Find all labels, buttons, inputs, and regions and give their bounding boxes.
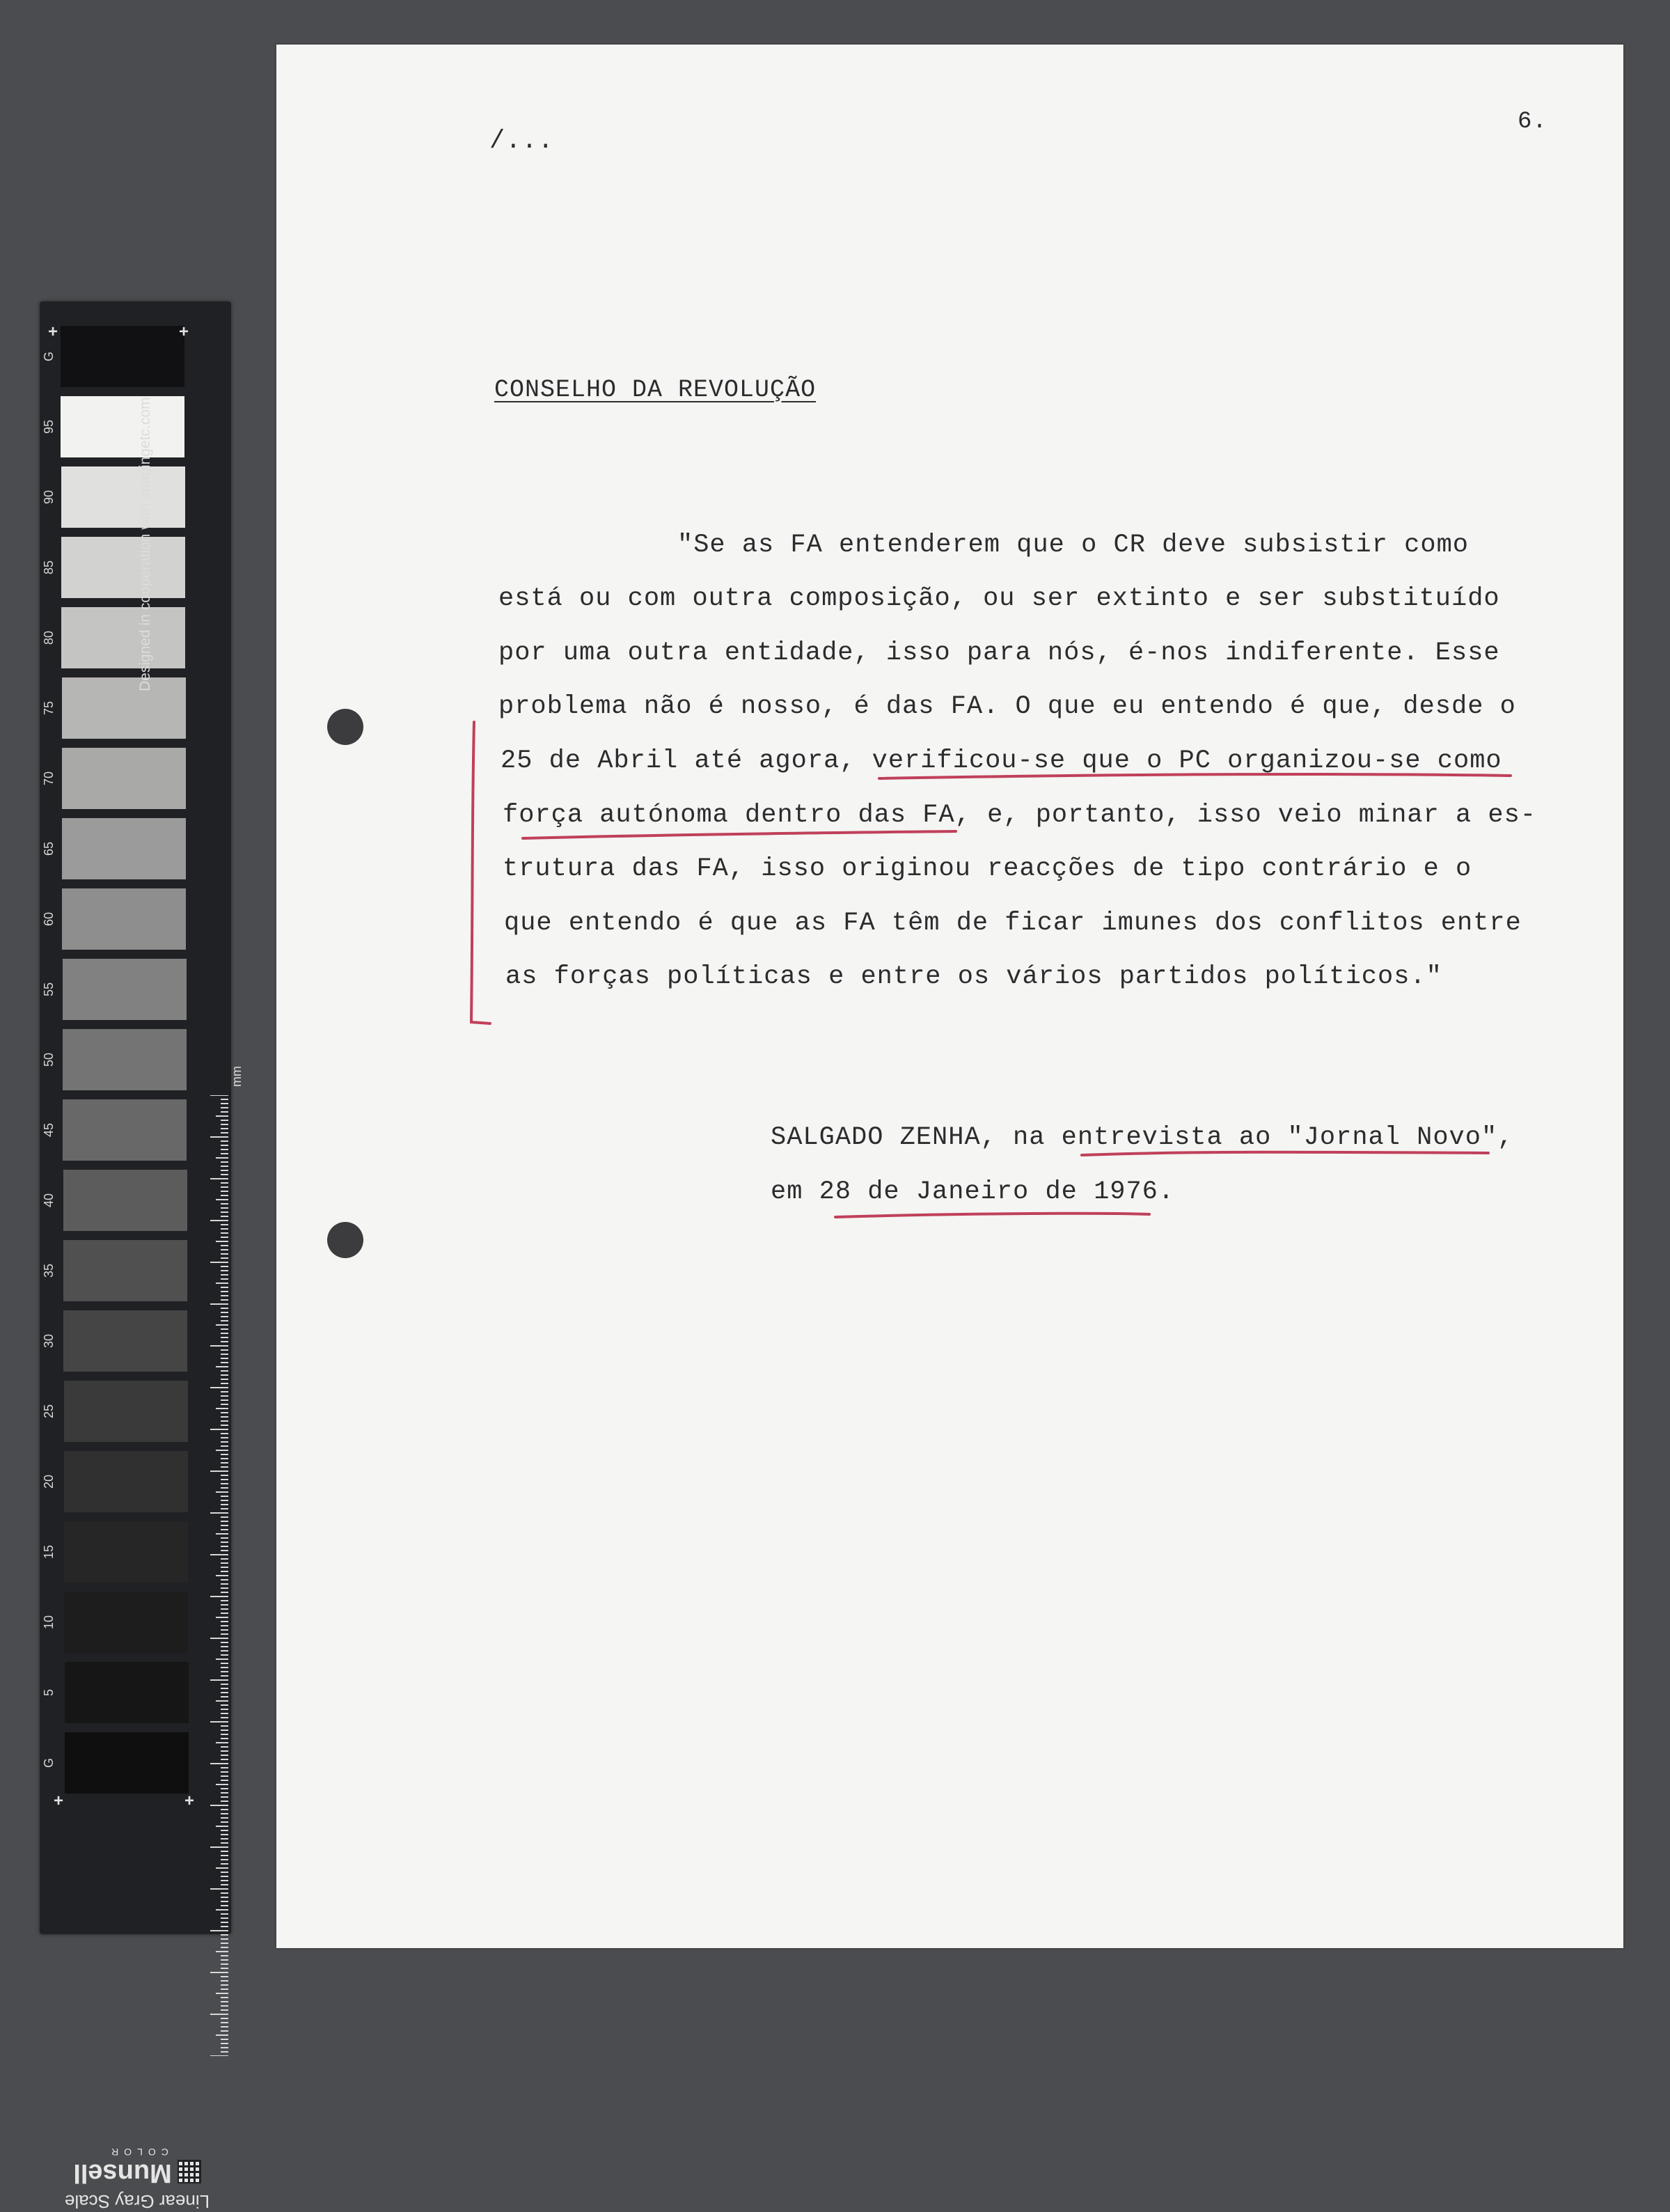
gray-scale-card [40, 301, 244, 2212]
gray-patch [62, 748, 186, 809]
plus-mark: + [184, 1791, 195, 1810]
gray-patch [62, 818, 186, 879]
patch-label: G [42, 352, 56, 362]
gray-patch [61, 607, 185, 668]
patch-label: 25 [42, 1404, 56, 1419]
quote-line: 25 de Abril até agora, verificou-se que o PC organizou-se como [501, 746, 1502, 776]
patch-label: 40 [42, 1193, 56, 1208]
quote-line: problema não é nosso, é das FA. O que eu entendo é que, desde o [498, 692, 1516, 721]
scale-unit: mm [230, 1066, 244, 1087]
quote-line: está ou com outra composição, ou ser extinto e ser substituído [498, 584, 1500, 613]
brand-name: Munsell [73, 2158, 172, 2188]
plus-mark: + [48, 322, 58, 341]
patch-label: 10 [42, 1615, 56, 1630]
quote-line: força autónoma dentro das FA, e, portanto, isso veio minar a es- [503, 801, 1537, 830]
gray-patch [62, 677, 186, 739]
patch-label: 90 [42, 489, 56, 505]
patch-label: 60 [42, 911, 56, 927]
gray-patch [61, 396, 184, 457]
quote-line: por uma outra entidade, isso para nós, é-nos indiferente. Esse [498, 638, 1500, 668]
attribution-line: SALGADO ZENHA, na entrevista ao "Jornal Novo", [771, 1123, 1514, 1152]
patch-label: 15 [42, 1544, 56, 1560]
gray-patch [63, 1240, 187, 1301]
patch-label: 65 [42, 841, 56, 856]
patch-label: 75 [42, 700, 56, 716]
gray-patch [63, 1170, 187, 1231]
quote-line: as forças políticas e entre os vários partidos políticos." [505, 962, 1442, 991]
brand-sub: COLOR [106, 2147, 168, 2158]
scale-name: Linear Gray Scale [64, 2191, 210, 2212]
quote-line: "Se as FA entenderem que o CR deve subsistir como [677, 531, 1469, 560]
quote-line: trutura das FA, isso originou reacções de tipo contrário e o [503, 854, 1472, 884]
brand-logo [54, 2158, 221, 2188]
gray-patch [63, 1099, 187, 1161]
gray-patch [64, 1592, 188, 1653]
continuation-mark: /... [489, 127, 554, 156]
patch-label: 45 [42, 1122, 56, 1138]
gray-patch [63, 959, 187, 1020]
document-page [276, 45, 1623, 1948]
page-number: 6. [1518, 109, 1547, 135]
scale-label [54, 2147, 221, 2212]
gray-patch [64, 1521, 188, 1583]
attribution-line: em 28 de Janeiro de 1976. [771, 1177, 1175, 1207]
underline-mark [1082, 1152, 1488, 1155]
punch-hole [327, 1222, 363, 1258]
patch-label: 5 [42, 1689, 56, 1697]
gray-patch [63, 1310, 187, 1372]
gray-patch [62, 888, 186, 950]
gray-patch [64, 1451, 188, 1512]
gray-patch [63, 1029, 187, 1090]
patch-label: 20 [42, 1474, 56, 1489]
patch-label: G [42, 1758, 56, 1768]
munsell-logo-icon [178, 2160, 201, 2183]
gray-patch [61, 326, 184, 387]
patch-label: 70 [42, 771, 56, 786]
margin-bracket [471, 722, 490, 1023]
patch-label: 50 [42, 1052, 56, 1067]
gray-patch [65, 1732, 189, 1794]
gray-patch [65, 1662, 189, 1723]
plus-mark: + [54, 1791, 64, 1810]
patch-label: 55 [42, 982, 56, 997]
quote-line: que entendo é que as FA têm de ficar imunes dos conflitos entre [504, 909, 1522, 938]
patch-label: 85 [42, 560, 56, 575]
section-heading: CONSELHO DA REVOLUÇÃO [494, 376, 817, 404]
gray-patch [61, 466, 185, 528]
ink-annotations [276, 45, 1623, 1948]
plus-mark: + [179, 322, 189, 341]
scale-credit: Designed in cooperation with imagingetc.com [137, 397, 153, 691]
punch-hole [327, 709, 363, 745]
patch-label: 95 [42, 419, 56, 434]
patch-label: 80 [42, 630, 56, 645]
underline-mark [523, 831, 956, 838]
gray-patch [64, 1381, 188, 1442]
underline-mark [835, 1214, 1149, 1217]
patch-label: 30 [42, 1333, 56, 1349]
mm-ruler [210, 1095, 228, 2056]
gray-patch [61, 537, 185, 598]
patch-label: 35 [42, 1263, 56, 1278]
